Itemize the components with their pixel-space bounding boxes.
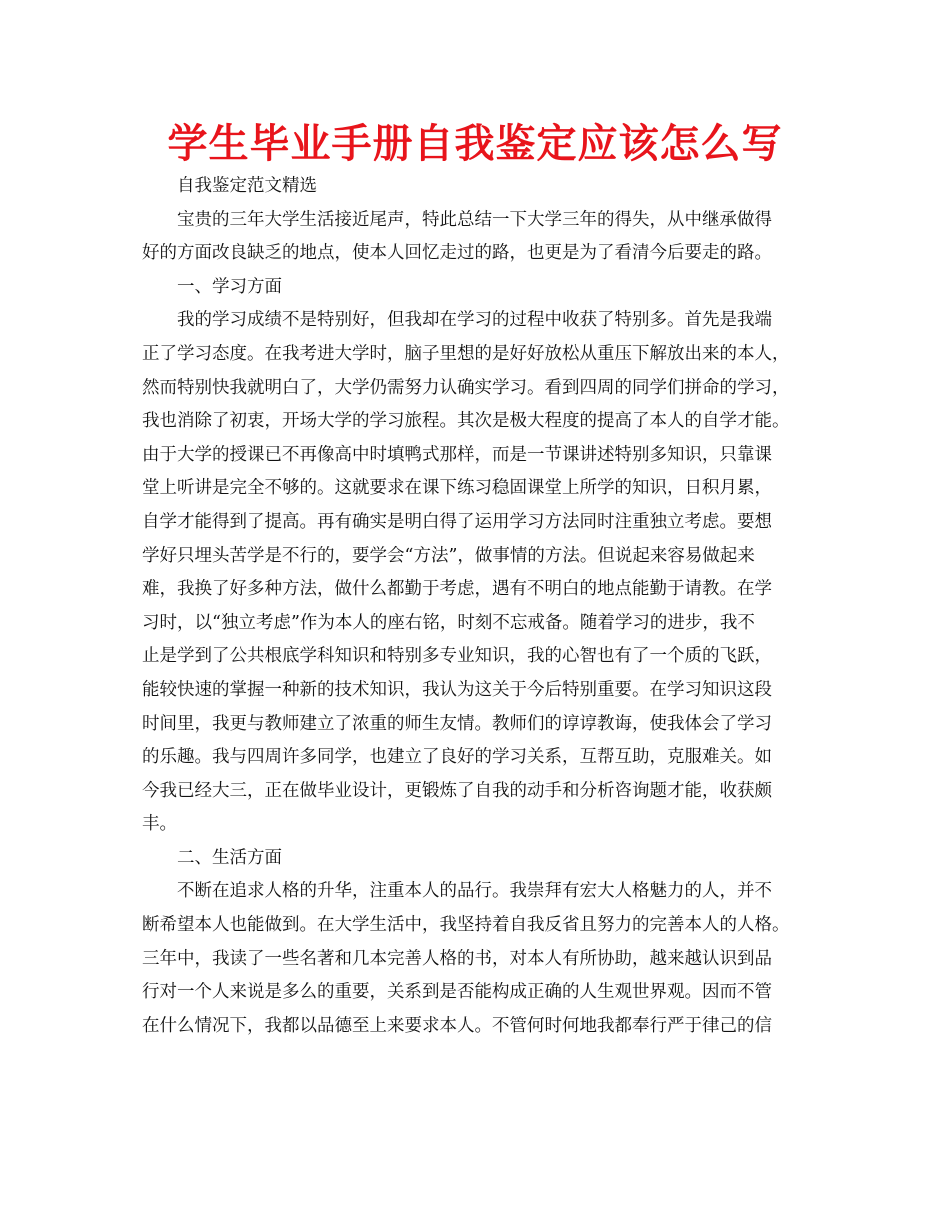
body-line: 堂上听讲是完全不够的。这就要求在课下练习稳固课堂上所学的知识，日积月累， — [142, 478, 772, 499]
body-line: 然而特别快我就明白了，大学仍需努力认确实学习。看到四周的同学们拼命的学习， — [142, 377, 790, 398]
body-line: 难，我换了好多种方法，做什么都勤于考虑，遇有不明白的地点能勤于请教。在学 — [142, 579, 772, 600]
body-line: 时间里，我更与教师建立了浓重的师生友情。教师们的谆谆教诲，使我体会了学习 — [142, 713, 772, 734]
body-line: 我的学习成绩不是特别好，但我却在学习的过程中收获了特别多。首先是我端 — [177, 310, 772, 331]
body-line: 我也消除了初衷，开场大学的学习旅程。其次是极大程度的提高了本人的自学才能。 — [142, 411, 790, 432]
body-line: 三年中，我读了一些名著和几本完善人格的书，对本人有所协助，越来越认识到品 — [142, 948, 772, 969]
body-line: 正了学习态度。在我考进大学时，脑子里想的是好好放松从重压下解放出来的本人， — [142, 343, 790, 364]
page-title: 学生毕业手册自我鉴定应该怎么写 — [167, 121, 783, 167]
body-line: 能较快速的掌握一种新的技术知识，我认为这关于今后特别重要。在学习知识这段 — [142, 679, 772, 700]
body-line: 一、学习方面 — [177, 276, 282, 297]
body-line: 不断在追求人格的升华，注重本人的品行。我崇拜有宏大人格魅力的人，并不 — [177, 881, 772, 902]
body-line: 宝贵的三年大学生活接近尾声，特此总结一下大学三年的得失，从中继承做得 — [177, 209, 772, 230]
body-line: 丰。 — [142, 814, 177, 835]
body-line: 习时，以“独立考虑”作为本人的座右铭，时刻不忘戒备。随着学习的进步，我不 — [142, 612, 755, 633]
document-body — [142, 170, 810, 1043]
body-line: 止是学到了公共根底学科知识和特别多专业知识，我的心智也有了一个质的飞跃， — [142, 646, 772, 667]
body-line: 自学才能得到了提高。再有确实是明白得了运用学习方法同时注重独立考虑。要想 — [142, 511, 772, 532]
body-line: 二、生活方面 — [177, 847, 282, 868]
body-line: 好的方面改良缺乏的地点，使本人回忆走过的路，也更是为了看清今后要走的路。 — [142, 243, 772, 264]
body-line: 学好只埋头苦学是不行的，要学会“方法”，做事情的方法。但说起来容易做起来 — [142, 545, 755, 566]
body-line: 在什么情况下，我都以品德至上来要求本人。不管何时何地我都奉行严于律己的信 — [142, 1015, 772, 1036]
body-line: 行对一个人来说是多么的重要，关系到是否能构成正确的人生观世界观。因而不管 — [142, 982, 772, 1003]
body-line: 的乐趣。我与四周许多同学，也建立了良好的学习关系，互帮互助，克服难关。如 — [142, 747, 772, 768]
body-line: 由于大学的授课已不再像高中时填鸭式那样，而是一节课讲述特别多知识，只靠课 — [142, 444, 772, 465]
body-line: 自我鉴定范文精选 — [177, 176, 317, 196]
body-line: 断希望本人也能做到。在大学生活中，我坚持着自我反省且努力的完善本人的人格。 — [142, 915, 790, 936]
body-line: 今我已经大三，正在做毕业设计，更锻炼了自我的动手和分析咨询题才能，收获颇 — [142, 780, 772, 801]
